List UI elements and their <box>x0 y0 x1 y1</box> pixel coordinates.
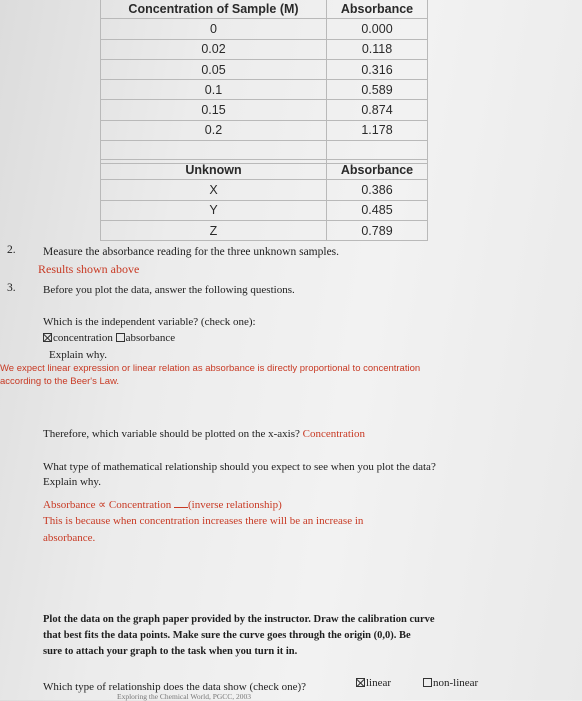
table-cell: X <box>101 180 327 200</box>
option-absorbance-label: absorbance <box>125 332 176 344</box>
table-cell: 0.118 <box>327 39 428 59</box>
concentration-table <box>100 0 428 164</box>
question-x-axis-text: Therefore, which variable should be plotted on the x-axis? <box>43 428 300 440</box>
step-3-text: Before you plot the data, answer the following questions. <box>43 284 295 296</box>
answer-concentration: Concentration <box>108 499 172 511</box>
proportional-symbol: ∝ <box>98 499 107 511</box>
table-cell: 0.05 <box>101 59 327 79</box>
table-cell: 0.485 <box>327 200 428 220</box>
unknowns-table <box>100 159 428 241</box>
independent-variable-options <box>43 332 175 344</box>
table-row <box>101 39 428 59</box>
table-cell: 0.589 <box>327 80 428 100</box>
table-row <box>101 180 428 200</box>
plot-instructions-line-1: Plot the data on the graph paper provided by the instructor. Draw the calibration curve <box>43 614 435 625</box>
explain-why-label: Explain why. <box>49 349 107 361</box>
table-cell: 0.02 <box>101 39 327 59</box>
option-non-linear-label: non-linear <box>433 677 479 689</box>
table-cell: 0.874 <box>327 100 428 120</box>
table-cell: 0.386 <box>327 180 428 200</box>
table-cell: Z <box>101 220 327 240</box>
checkbox-linear[interactable] <box>356 678 365 687</box>
checkbox-absorbance[interactable] <box>116 333 125 342</box>
table-cell: Y <box>101 200 327 220</box>
answer-inverse: (inverse relationship) <box>187 499 282 511</box>
answer-blank-line <box>174 498 188 508</box>
data-relationship-option-nonlinear <box>423 677 478 689</box>
step-3-number: 3. <box>7 282 16 294</box>
table-row <box>101 59 428 79</box>
answer-x-axis: Concentration <box>302 428 365 440</box>
question-relationship-line-1: What type of mathematical relationship should you expect to see when you plot the data? <box>43 461 436 473</box>
answer-relationship-line-3: absorbance. <box>43 532 96 544</box>
table-row <box>101 200 428 220</box>
question-independent-variable: Which is the independent variable? (check one): <box>43 316 256 328</box>
page-footer: Exploring the Chemical World, PGCC, 2003 <box>117 692 252 701</box>
plot-instructions-line-2: that best fits the data points. Make sure the curve goes through the origin (0,0). Be <box>43 630 411 641</box>
checkbox-non-linear[interactable] <box>423 678 432 687</box>
table-header-unknown: Unknown <box>101 160 327 180</box>
question-relationship-line-2: Explain why. <box>43 476 101 488</box>
step-2-answer: Results shown above <box>38 262 140 276</box>
table-row <box>101 120 428 140</box>
table-row <box>101 80 428 100</box>
question-data-relationship: Which type of relationship does the data show (check one)? <box>43 681 306 693</box>
table-row <box>101 220 428 240</box>
answer-absorbance: Absorbance <box>43 499 96 511</box>
checkbox-concentration[interactable] <box>43 333 52 342</box>
table-cell: 0.789 <box>327 220 428 240</box>
answer-independent-line-2: according to the Beer's Law. <box>0 376 120 387</box>
answer-relationship-line-2: This is because when concentration increases there will be an increase in <box>43 515 364 527</box>
table-header-absorbance: Absorbance <box>327 0 428 19</box>
table-cell: 0.2 <box>101 120 327 140</box>
step-2-text: Measure the absorbance reading for the three unknown samples. <box>43 246 340 258</box>
table-row <box>101 19 428 39</box>
table-cell: 0.000 <box>327 19 428 39</box>
data-relationship-option-linear <box>356 677 391 689</box>
table-header-row <box>101 0 428 19</box>
table-cell: 1.178 <box>327 120 428 140</box>
plot-instructions <box>43 612 435 660</box>
table-header-absorbance: Absorbance <box>327 160 428 180</box>
table-cell: 0.1 <box>101 80 327 100</box>
table-header-concentration: Concentration of Sample (M) <box>101 0 327 19</box>
answer-independent-line-1: We expect linear expression or linear relation as absorbance is directly proportional to concentration <box>0 363 421 374</box>
option-concentration-label: concentration <box>53 332 113 344</box>
option-linear-label: linear <box>366 677 392 689</box>
step-2-number: 2. <box>7 244 16 256</box>
answer-relationship-line-1 <box>43 498 282 511</box>
question-x-axis <box>43 428 365 440</box>
plot-instructions-line-3: sure to attach your graph to the task when you turn it in. <box>43 646 298 657</box>
table-cell: 0.316 <box>327 59 428 79</box>
table-cell: 0 <box>101 19 327 39</box>
table-header-row <box>101 160 428 180</box>
table-row <box>101 100 428 120</box>
table-cell: 0.15 <box>101 100 327 120</box>
